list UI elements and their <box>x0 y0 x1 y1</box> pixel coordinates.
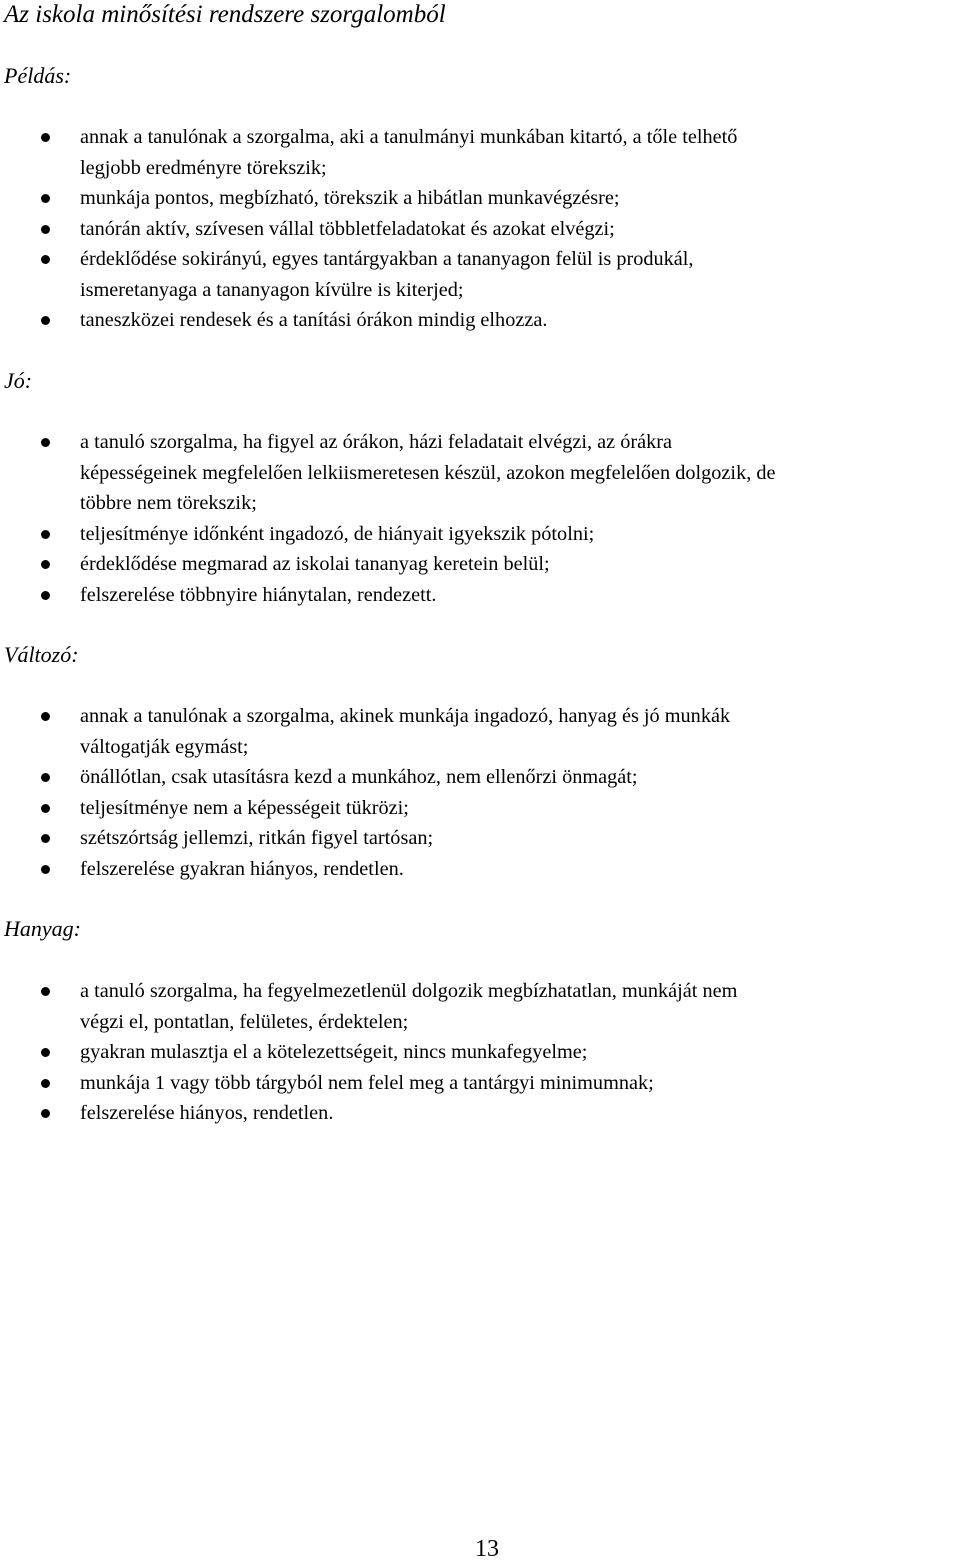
bullet-icon <box>41 591 50 600</box>
list-item-text: annak a tanulónak a szorgalma, akinek munkája ingadozó, hanyag és jó munkák váltogatják egymást; <box>80 705 731 758</box>
bullet-icon <box>41 987 50 996</box>
bullet-icon <box>41 865 50 874</box>
list-item-text: taneszközei rendesek és a tanítási órákon mindig elhozza. <box>80 309 548 331</box>
list-item-text: érdeklődése megmarad az iskolai tananyag keretein belül; <box>80 553 550 575</box>
bullet-icon <box>41 773 50 782</box>
bullet-icon <box>41 804 50 813</box>
section-heading-jo: Jó: <box>4 368 33 393</box>
list-item-text: érdeklődése sokirányú, egyes tantárgyakban a tananyagon felül is produkál, ismeretanyaga a tananyagon kívülre is kiterjed; <box>80 248 694 301</box>
list-item-text: teljesítménye nem a képességeit tükrözi; <box>80 796 409 819</box>
section-list-pel <box>0 122 960 336</box>
list-item <box>0 580 960 611</box>
list-item <box>0 701 960 762</box>
bullet-icon <box>41 194 50 203</box>
list-item-text: tanórán aktív, szívesen vállal többletfeladatokat és azokat elvégzi; <box>80 217 615 240</box>
section-list-jo <box>0 427 960 610</box>
list-item <box>0 1098 960 1129</box>
list-item <box>0 427 960 519</box>
list-item <box>0 214 960 245</box>
bullet-icon <box>41 560 50 569</box>
list-item-text: munkája pontos, megbízható, törekszik a hibátlan munkavégzésre; <box>80 187 620 209</box>
list-item <box>0 793 960 824</box>
bullet-icon <box>41 712 50 721</box>
section-heading-valtozo: Változó: <box>4 642 79 667</box>
list-item-text: munkája 1 vagy több tárgyból nem felel meg a tantárgyi minimumnak; <box>80 1071 654 1094</box>
list-item-text: teljesítménye időnként ingadozó, de hiányait igyekszik pótolni; <box>80 522 595 545</box>
bullet-icon <box>41 133 50 142</box>
bullet-icon <box>41 438 50 447</box>
section-heading-pel: Példás: <box>4 63 72 88</box>
bullet-icon <box>41 225 50 234</box>
list-item <box>0 244 960 305</box>
bullet-icon <box>41 255 50 264</box>
list-item-text: felszerelése többnyire hiánytalan, rendezett. <box>80 583 437 606</box>
list-item-text: gyakran mulasztja el a kötelezettségeit, nincs munkafegyelme; <box>80 1041 588 1063</box>
list-item <box>0 976 960 1037</box>
bullet-icon <box>41 1079 50 1088</box>
list-item-text: annak a tanulónak a szorgalma, aki a tanulmányi munkában kitartó, a tőle telhető legjobb eredményre törekszik; <box>80 126 738 179</box>
page-number: 13 <box>475 1536 499 1562</box>
list-item-text: önállótlan, csak utasításra kezd a munkához, nem ellenőrzi önmagát; <box>80 766 638 788</box>
list-item <box>0 762 960 793</box>
list-item <box>0 305 960 336</box>
list-item <box>0 183 960 214</box>
list-item <box>0 854 960 885</box>
list-item-text: szétszórtság jellemzi, ritkán figyel tartósan; <box>80 827 434 849</box>
list-item-text: a tanuló szorgalma, ha fegyelmezetlenül dolgozik megbízhatatlan, munkáját nem végzi el, pontatlan, felületes, érdektelen; <box>80 980 738 1033</box>
list-item <box>0 122 960 183</box>
list-item <box>0 1037 960 1068</box>
section-list-hanyag <box>0 976 960 1129</box>
list-item <box>0 823 960 854</box>
list-item-text: felszerelése gyakran hiányos, rendetlen. <box>80 857 404 880</box>
list-item <box>0 519 960 550</box>
bullet-icon <box>41 316 50 325</box>
bullet-icon <box>41 1109 50 1118</box>
list-item-text: a tanuló szorgalma, ha figyel az órákon, házi feladatait elvégzi, az órákra képességeinek megfelelően lelkiismeretesen készül, azokon megfelelően dolgozik, de többre nem törekszik; <box>80 431 776 514</box>
list-item <box>0 549 960 580</box>
list-item <box>0 1068 960 1099</box>
section-heading-hanyag: Hanyag: <box>4 916 81 941</box>
section-list-valtozo <box>0 701 960 884</box>
bullet-icon <box>41 530 50 539</box>
document-title: Az iskola minősítési rendszere szorgalomból <box>4 1 446 28</box>
list-item-text: felszerelése hiányos, rendetlen. <box>80 1102 334 1124</box>
bullet-icon <box>41 834 50 843</box>
bullet-icon <box>41 1048 50 1057</box>
